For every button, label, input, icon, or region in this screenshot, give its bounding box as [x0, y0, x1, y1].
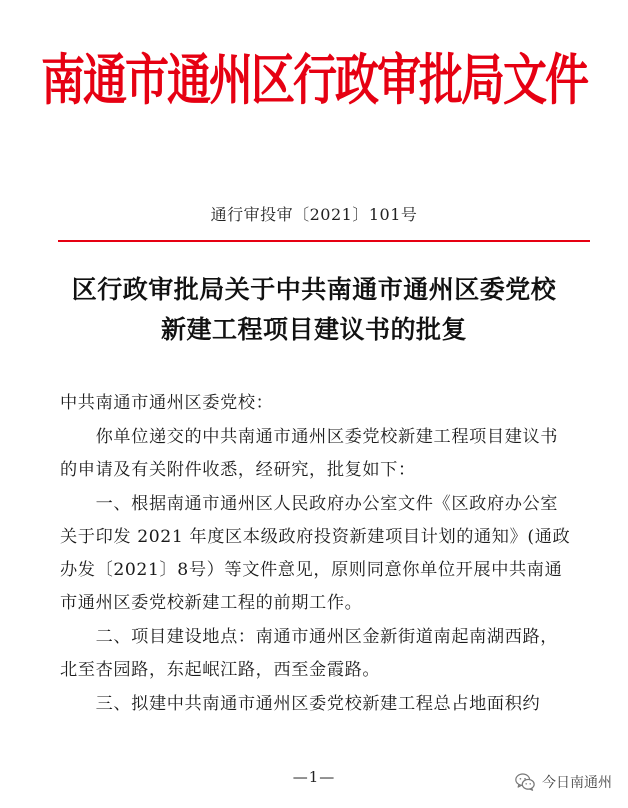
wechat-icon: [514, 771, 536, 793]
body-line: 办发〔2021〕8号）等文件意见，原则同意你单位开展中共南通: [60, 560, 563, 580]
body-line: 一、根据南通市通州区人民政府办公室文件《区政府办公室: [60, 494, 559, 514]
body-line: 的申请及有关附件收悉，经研究，批复如下：: [60, 460, 416, 480]
body-line: 关于印发 2021 年度区本级政府投资新建项目计划的通知》(通政: [60, 527, 571, 547]
body-line: 北至杏园路，东起岷江路，西至金霞路。: [60, 660, 381, 680]
body-line: 三、拟建中共南通市通州区委党校新建工程总占地面积约: [60, 694, 541, 714]
page-number: —1—: [292, 768, 336, 786]
document-title-line-2: 新建工程项目建议书的批复: [160, 315, 467, 344]
source-watermark: [514, 770, 612, 794]
document-number: 通行审投审〔2021〕101号: [210, 205, 418, 224]
addressee-line: 中共南通市通州区委党校：: [60, 393, 274, 413]
body-line: 二、项目建设地点：南通市通州区金新街道南起南湖西路，: [60, 627, 559, 647]
body-line: 市通州区委党校新建工程的前期工作。: [60, 593, 363, 613]
red-divider-line: [58, 240, 590, 242]
watermark-text: 今日南通州: [542, 775, 612, 791]
body-line: 你单位递交的中共南通市通州区委党校新建工程项目建议书: [60, 427, 559, 447]
document-header-title: 南通市通州区行政审批局文件: [41, 49, 587, 113]
document-title-line-1: 区行政审批局关于中共南通市通州区委党校: [71, 275, 557, 304]
